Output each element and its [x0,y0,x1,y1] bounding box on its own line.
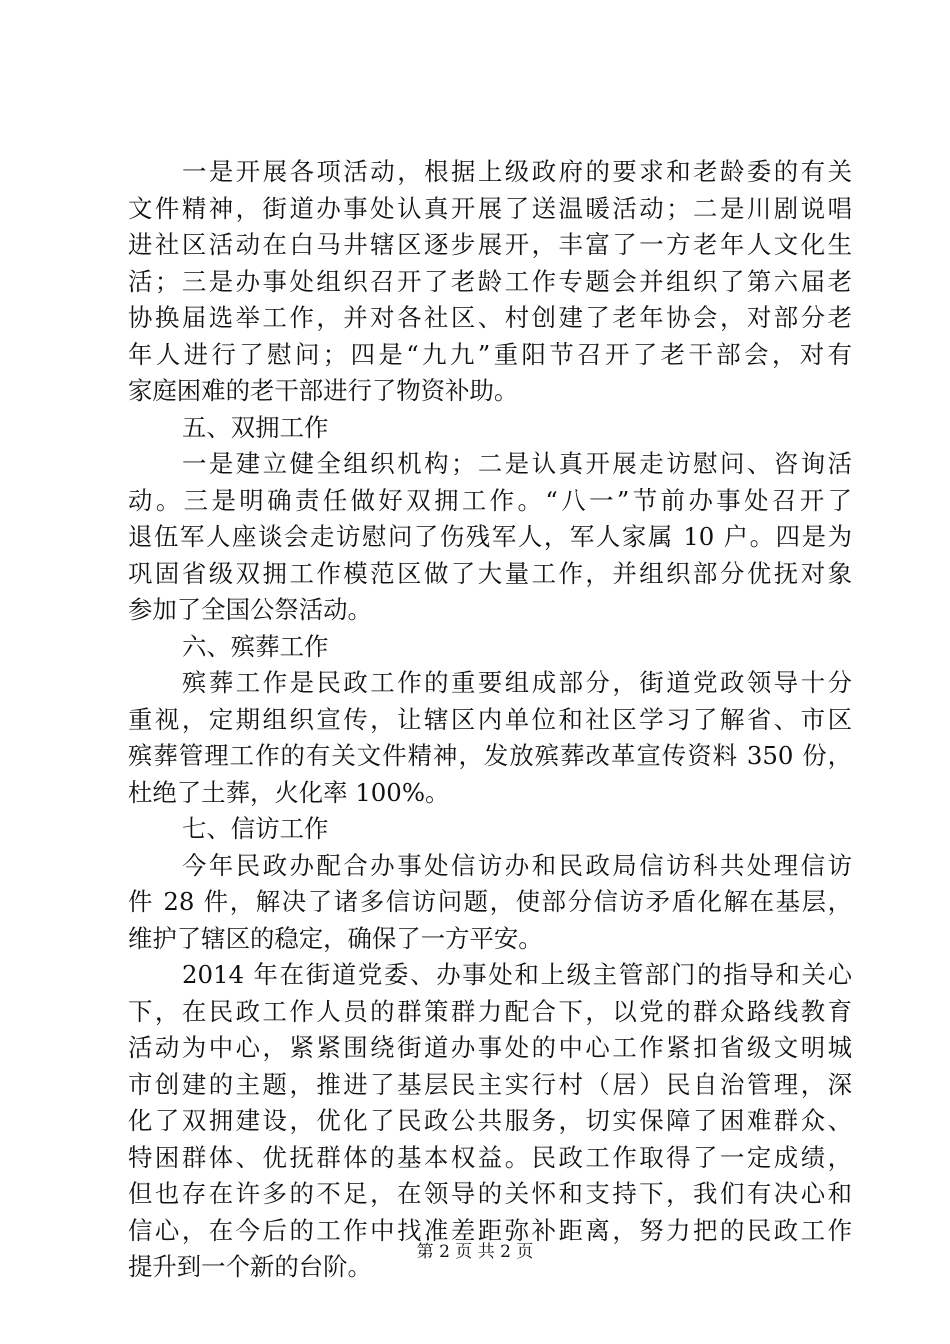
text-line: 提升到一个新的台阶。 [128,1252,372,1281]
section-heading: 五、双拥工作 [182,412,329,442]
document-body [128,154,852,1286]
text-line: 退伍军人座谈会走访慰问了伤残军人，军人家属 10 户。四是为 [128,522,852,551]
text-line: 一是开展各项活动，根据上级政府的要求和老龄委的有关 [182,157,852,186]
section-heading: 七、信访工作 [182,814,329,843]
text-line: 进社区活动在白马井辖区逐步展开，丰富了一方老年人文化生 [128,230,852,259]
text-line: 一是建立健全组织机构；二是认真开展走访慰问、咨询活 [182,449,852,478]
text-line: 下，在民政工作人员的群策群力配合下，以党的群众路线教育 [128,996,852,1026]
text-line: 动。三是明确责任做好双拥工作。“八一”节前办事处召开了 [128,485,852,515]
text-line: 家庭困难的老干部进行了物资补助。 [128,376,519,405]
text-line: 化了双拥建设，优化了民政公共服务，切实保障了困难群众、 [128,1106,852,1135]
text-line: 今年民政办配合办事处信访办和民政局信访科共处理信访 [182,850,852,880]
text-line: 年人进行了慰问；四是“九九”重阳节召开了老干部会，对有 [128,339,852,369]
text-line: 参加了全国公祭活动。 [128,595,372,624]
text-line: 市创建的主题，推进了基层民主实行村（居）民自治管理，深 [128,1069,852,1099]
text-line: 2014 年在街道党委、办事处和上级主管部门的指导和关心 [182,960,852,989]
text-line: 维护了辖区的稳定，确保了一方平安。 [128,923,543,953]
text-line: 杜绝了土葬，火化率 100%。 [128,777,450,807]
text-line: 件 28 件，解决了诸多信访问题，使部分信访矛盾化解在基层， [128,887,852,916]
text-line: 殡葬管理工作的有关文件精神，发放殡葬改革宣传资料 350 份， [128,741,852,770]
text-line: 殡葬工作是民政工作的重要组成部分，街道党政领导十分 [182,668,852,697]
text-line: 协换届选举工作，并对各社区、村创建了老年协会，对部分老 [128,303,852,332]
text-line: 信心，在今后的工作中找准差距弥补距离，努力把的民政工作 [128,1215,852,1245]
text-line: 活；三是办事处组织召开了老龄工作专题会并组织了第六届老 [128,266,852,296]
text-line: 特困群体、优抚群体的基本权益。民政工作取得了一定成绩， [128,1142,852,1172]
text-line: 活动为中心，紧紧围绕街道办事处的中心工作紧扣省级文明城 [128,1033,852,1062]
text-line: 文件精神，街道办事处认真开展了送温暖活动；二是川剧说唱 [128,193,852,223]
text-line: 巩固省级双拥工作模范区做了大量工作，并组织部分优抚对象 [128,558,852,588]
text-line: 但也存在许多的不足，在领导的关怀和支持下，我们有决心和 [128,1179,852,1208]
text-line: 重视，定期组织宣传，让辖区内单位和社区学习了解省、市区 [128,704,852,734]
page-footer: 第 2 页 共 2 页 [416,1242,534,1262]
section-heading: 六、殡葬工作 [182,631,329,661]
